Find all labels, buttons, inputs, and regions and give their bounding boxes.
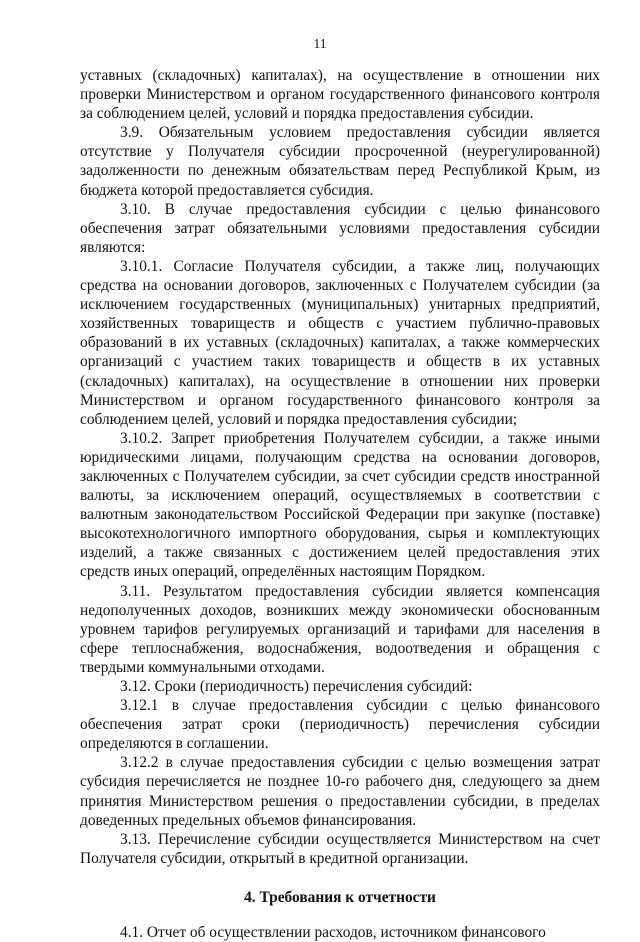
paragraph-4-1: 4.1. Отчет об осуществлении расходов, источником финансового <box>120 924 546 942</box>
paragraph-3-11: 3.11. Результатом предоставления субсидии является компенсация недополученных доходов, возникших между экономически обоснованным уровнем тарифов регулируемых организаций и тарифами для населения в сфере теплоснабжения, водоснабжения, водоотведения и обращения с твердыми коммунальными отходами. <box>80 582 600 676</box>
paragraph-3-10: 3.10. В случае предоставления субсидии с целью финансового обеспечения затрат обязательными условиями предоставления субсидии являются: <box>80 200 600 256</box>
paragraph-3-10-1: 3.10.1. Согласие Получателя субсидии, а также лиц, получающих средства на основании договоров, заключенных с Получателем субсидии (за исключением государственных (муниципальных) унитарных предприятий, хозяйственных товариществ и обществ с участием публично-правовых образований в их уставных (складочных) капиталах, а также коммерческих организаций с участием таких товариществ и обществ в их уставных (складочных) капиталах), на осуществление в отношении них проверки Министерством и органом государственного финансового контроля за соблюдением целей, условий и порядка предоставления субсидии; <box>80 257 600 428</box>
paragraph-3-12-2: 3.12.2 в случае предоставления субсидии с целью возмещения затрат субсидия перечисляется не позднее 10-го рабочего дня, следующего за днем принятия Министерством решения о предоставлении субсидии, в пределах доведенных предельных объемов финансирования. <box>80 754 600 829</box>
document-body <box>80 66 600 942</box>
paragraph-3-13: 3.13. Перечисление субсидии осуществляется Министерством на счет Получателя субсидии, открытый в кредитной организации. <box>80 830 600 867</box>
paragraph-3-9: 3.9. Обязательным условием предоставления субсидии является отсутствие у Получателя субсидии просроченной (неурегулированной) задолженности по денежным обязательствам перед Республикой Крым, из бюджета которой предоставляется субсидия. <box>80 124 600 199</box>
paragraph-3-12-1: 3.12.1 в случае предоставления субсидии с целью финансового обеспечения затрат сроки (периодичность) перечисления субсидии определяются в соглашении. <box>80 697 600 753</box>
page-number: 11 <box>313 36 327 51</box>
paragraph-3-10-2: 3.10.2. Запрет приобретения Получателем субсидии, а также иными юридическими лицами, получающим средства на основании договоров, заключенных с Получателем субсидии, за счет субсидии средств иностранной валюты, за исключением операций, осуществляемых в соответствии с валютным законодательством Российской Федерации при закупке (поставке) высокотехнологичного импортного оборудования, сырья и комплектующих изделий, а также связанных с достижением целей предоставления этих средств иных операций, определённых настоящим Порядком. <box>80 429 600 581</box>
paragraph-3-12: 3.12. Сроки (периодичность) перечисления субсидий: <box>120 678 473 695</box>
paragraph-continuation: уставных (складочных) капиталах), на осуществление в отношении них проверки Министерством и органом государственного финансового контроля за соблюдением целей, условий и порядка предоставления субсидии. <box>80 67 600 123</box>
section-heading: 4. Требования к отчетности <box>244 888 436 906</box>
